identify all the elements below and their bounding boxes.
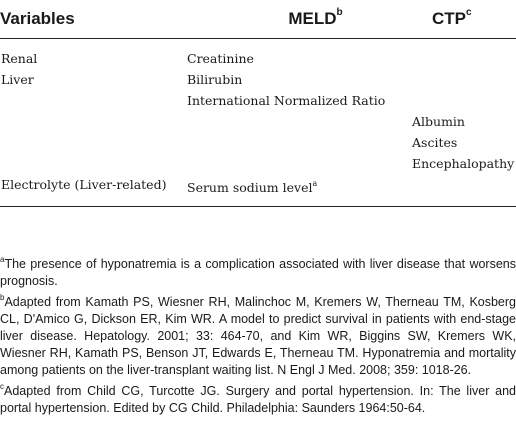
header-meld-footnote-mark: b xyxy=(336,7,343,19)
header-meld: MELD$^b$ xyxy=(187,0,414,39)
cell-meld xyxy=(187,39,414,70)
meld-item: Bilirubin xyxy=(187,72,243,87)
footnote-text: Adapted from Child CG, Turcotte JG. Surgery and portal hypertension. In: The liver and portal hypertension. Edited by CG Child. Philadelphia: Saunders 1964:50-64. xyxy=(0,384,516,416)
table-row-liver xyxy=(0,69,516,174)
footnote-b xyxy=(0,290,516,379)
footnote-text: The presence of hyponatremia is a complication associated with liver disease that worsens prognosis. xyxy=(0,257,516,289)
cell-variable: Renal xyxy=(1,51,38,66)
footnote-mark: a xyxy=(0,255,5,264)
meld-ctp-comparison-table xyxy=(0,0,516,207)
table-footnotes xyxy=(0,252,516,417)
cell-variable: Electrolyte (Liver-related) xyxy=(0,174,187,207)
header-variables: Variables xyxy=(0,0,187,39)
ctp-item: Encephalopathy xyxy=(412,156,515,171)
footnote-a xyxy=(0,252,516,290)
cell-ctp xyxy=(414,174,516,207)
cell-ctp xyxy=(414,39,516,70)
cell-variable: Liver xyxy=(1,72,34,87)
cell-meld xyxy=(187,69,414,174)
table-row-renal xyxy=(0,39,516,70)
footnote-text: Adapted from Kamath PS, Wiesner RH, Malinchoc M, Kremers W, Therneau TM, Kosberg CL, D'Amico G, Dickson ER, Kim WR. A model to predict survival in patients with end-stage liver disease. Hepatology. 2001; 33: 464-70, and Kim WR, Biggins SW, Kremers WK, Wiesner RH, Kamath PS, Benson JT, Edwards E, Therneau TM. Hyponatremia and mortality among patients on the liver-transplant waiting list. N Engl J Med. 2008; 359: 1018-26. xyxy=(0,295,516,378)
meld-item: International Normalized Ratio xyxy=(187,93,386,108)
cell-ctp xyxy=(414,69,516,174)
footnote-mark: c xyxy=(0,382,4,392)
footnote-c xyxy=(0,379,516,417)
footnote-mark: b xyxy=(0,293,5,303)
header-ctp: CTP$^c$ xyxy=(414,0,516,39)
meld-item: Serum sodium level xyxy=(187,180,313,196)
ctp-item: Ascites xyxy=(412,135,458,150)
cell-meld xyxy=(187,174,414,207)
table-row-electrolyte xyxy=(0,174,516,207)
header-ctp-footnote-mark: c xyxy=(466,7,472,19)
meld-item-footnote-mark: a xyxy=(312,179,318,188)
meld-item: Creatinine xyxy=(187,51,254,66)
ctp-item: Albumin xyxy=(412,114,465,129)
table-header-row xyxy=(0,0,516,39)
